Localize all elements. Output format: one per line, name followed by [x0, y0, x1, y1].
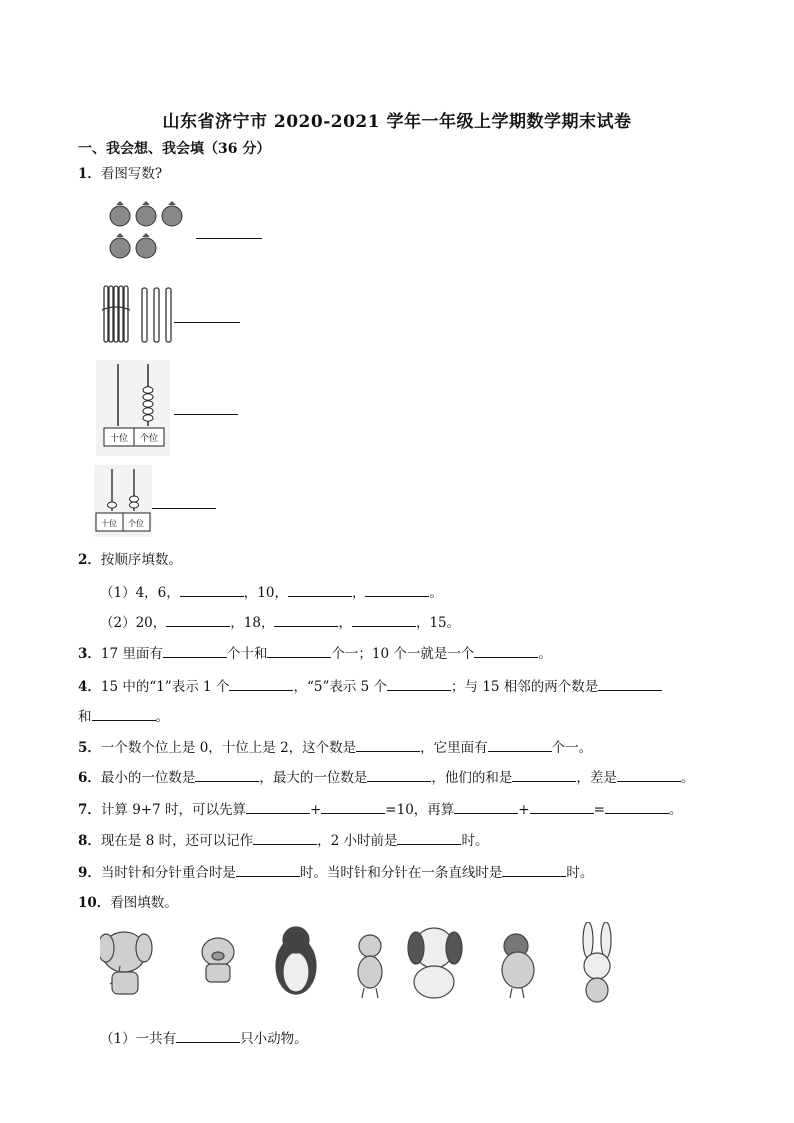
question-number: 8． — [78, 833, 101, 849]
text-part: 和 — [78, 709, 92, 725]
text-part: 计算 9+7 时，可以先算 — [100, 802, 246, 818]
answer-blank[interactable] — [174, 322, 240, 323]
section-heading: 一、我会想、我会填（36 分） — [78, 141, 271, 157]
text-part: =10，再算 — [385, 802, 455, 818]
text-part: ，2 小时前是 — [317, 833, 398, 849]
text-part: ，10， — [243, 585, 288, 601]
answer-blank[interactable] — [163, 643, 227, 658]
text-part: （1）一共有 — [100, 1031, 177, 1047]
text-part: （1）4，6， — [100, 585, 180, 601]
question-number: 3． — [78, 646, 101, 662]
answer-blank[interactable] — [321, 799, 385, 814]
question-text: 按顺序填数。 — [100, 552, 182, 568]
answer-blank[interactable] — [253, 830, 317, 845]
answer-blank[interactable] — [174, 414, 238, 415]
answer-blank[interactable] — [598, 676, 662, 691]
answer-blank[interactable] — [365, 582, 429, 597]
answer-blank[interactable] — [530, 799, 594, 814]
text-part: 个一。 — [551, 740, 593, 756]
answer-blank[interactable] — [367, 767, 431, 782]
text-part: ， — [351, 585, 366, 601]
answer-blank[interactable] — [474, 643, 538, 658]
text-part: 。 — [538, 646, 552, 662]
text-part: ，它里面有 — [420, 740, 488, 756]
answer-blank[interactable] — [229, 676, 293, 691]
question-number: 1． — [78, 166, 101, 182]
answer-blank[interactable] — [92, 706, 156, 721]
question-2-sub-2 — [100, 612, 460, 633]
answer-blank[interactable] — [605, 799, 669, 814]
answer-blank[interactable] — [166, 612, 230, 627]
pig-icon — [202, 938, 234, 982]
answer-blank[interactable] — [274, 612, 338, 627]
answer-blank[interactable] — [176, 1028, 240, 1043]
question-number: 9． — [78, 865, 101, 881]
text-part: ，他们的和是 — [431, 770, 513, 786]
tens-label: 十位 — [101, 519, 117, 528]
text-part: ，15。 — [415, 615, 461, 631]
answer-blank[interactable] — [617, 767, 681, 782]
elephant-icon — [100, 932, 152, 994]
answer-blank[interactable] — [236, 862, 300, 877]
question-text: 看图填数。 — [110, 895, 178, 911]
text-part: ，“5”表示 5 个 — [293, 679, 388, 695]
text-part: 时。当时针和分针在一条直线时是 — [299, 865, 503, 881]
answer-blank[interactable] — [454, 799, 518, 814]
animals-image — [100, 922, 630, 1004]
text-part: ，差是 — [576, 770, 617, 786]
question-number: 2． — [78, 552, 101, 568]
question-9 — [78, 862, 593, 883]
question-number: 7． — [78, 802, 101, 818]
answer-blank[interactable] — [397, 830, 461, 845]
question-10-sub-1 — [100, 1028, 308, 1049]
question-2-sub-1 — [100, 582, 443, 603]
text-part: 个十和 — [226, 646, 268, 662]
question-3 — [78, 643, 552, 664]
page-title: 山东省济宁市 2020-2021 学年一年级上学期数学期末试卷 — [162, 112, 632, 132]
ones-label: 个位 — [128, 519, 144, 528]
question-6 — [78, 767, 694, 788]
answer-blank[interactable] — [152, 508, 216, 509]
question-number: 4． — [78, 679, 101, 695]
text-part: 时。 — [461, 833, 489, 849]
question-10 — [78, 893, 178, 913]
question-2 — [78, 550, 182, 570]
question-4-line-2 — [78, 706, 169, 727]
text-part: 只小动物。 — [240, 1031, 308, 1047]
peaches-image — [106, 200, 188, 264]
question-number: 10． — [78, 895, 111, 911]
text-part: 现在是 8 时，还可以记作 — [100, 833, 254, 849]
tens-label: 十位 — [109, 434, 129, 444]
penguin-icon — [276, 927, 316, 994]
text-part: = — [593, 802, 605, 818]
abacus-image — [94, 465, 152, 537]
answer-blank[interactable] — [512, 767, 576, 782]
abacus-image — [96, 360, 170, 456]
answer-blank[interactable] — [267, 643, 331, 658]
answer-blank[interactable] — [288, 582, 352, 597]
text-part: ，18， — [230, 615, 275, 631]
question-4 — [78, 676, 662, 697]
answer-blank[interactable] — [488, 737, 552, 752]
question-1 — [78, 164, 162, 184]
answer-blank[interactable] — [196, 238, 262, 239]
text-part: 17 里面有 — [100, 646, 163, 662]
text-part: 当时针和分针重合时是 — [100, 865, 236, 881]
answer-blank[interactable] — [352, 612, 416, 627]
text-part: 个一；10 个一就是一个 — [331, 646, 475, 662]
question-8 — [78, 830, 488, 851]
question-number: 5． — [78, 740, 101, 756]
answer-blank[interactable] — [356, 737, 420, 752]
text-part: 。 — [429, 585, 443, 601]
text-part: 。 — [155, 709, 169, 725]
text-part: ；与 15 相邻的两个数是 — [451, 679, 599, 695]
rooster-icon — [502, 934, 534, 998]
answer-blank[interactable] — [387, 676, 451, 691]
ones-label: 个位 — [139, 434, 159, 444]
sticks-bundle-image — [102, 282, 176, 344]
chick-icon — [358, 935, 382, 998]
text-part: ， — [338, 615, 352, 631]
text-part: 。 — [680, 770, 695, 786]
answer-blank[interactable] — [180, 582, 244, 597]
question-7 — [78, 799, 682, 820]
text-part: 。 — [668, 802, 683, 818]
text-part: 一个数个位上是 0，十位上是 2，这个数是 — [100, 740, 357, 756]
answer-blank[interactable] — [246, 799, 310, 814]
dog-icon — [408, 928, 462, 998]
question-5 — [78, 737, 592, 758]
answer-blank[interactable] — [195, 767, 259, 782]
rabbit-icon — [583, 922, 611, 1002]
answer-blank[interactable] — [502, 862, 566, 877]
text-part: + — [309, 802, 322, 818]
text-part: + — [518, 802, 530, 818]
text-part: ，最大的一位数是 — [259, 770, 368, 786]
text-part: 时。 — [566, 865, 594, 881]
question-number: 6． — [78, 770, 101, 786]
question-text: 看图写数? — [100, 166, 163, 182]
text-part: 15 中的“1”表示 1 个 — [100, 679, 230, 695]
text-part: 最小的一位数是 — [100, 770, 196, 786]
text-part: （2）20， — [100, 615, 167, 631]
